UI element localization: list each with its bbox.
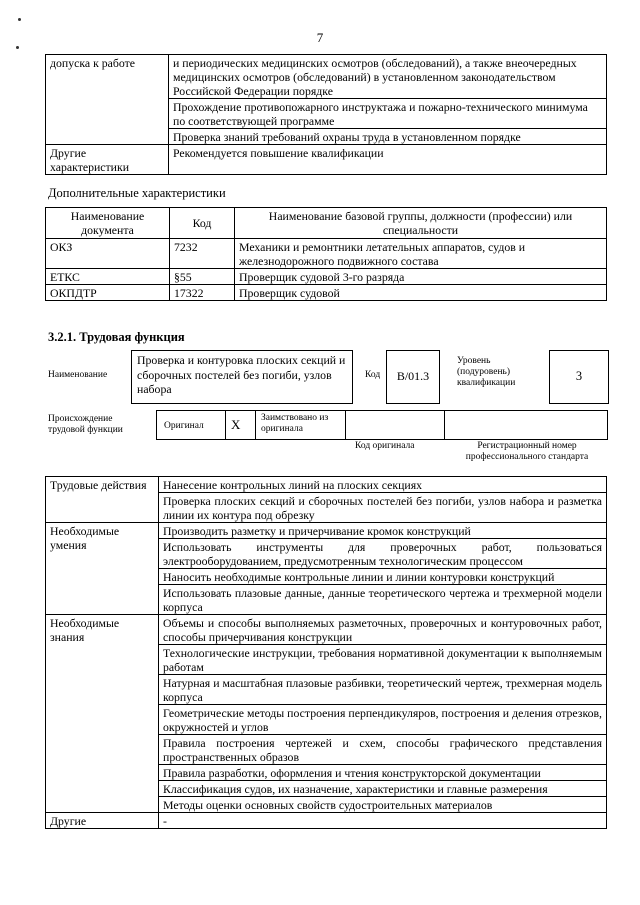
list-item: Натурная и масштабная плазовые разбивки, теоретический чертеж, трехмерная модель корпуса — [159, 675, 607, 705]
list-item: Нанесение контрольных линий на плоских секциях — [159, 477, 607, 493]
list-item: Использовать инструменты для проверочных работ, пользоваться электрооборудованием, предусмотренным технологическим процессом — [159, 539, 607, 569]
admission-table — [45, 54, 607, 175]
knowledge-label: Необходимые знания — [46, 615, 159, 813]
code-original-label: Код оригинала — [355, 441, 415, 451]
cell-doc: ОКПДТР — [46, 285, 170, 301]
other-label: Другие — [46, 813, 159, 829]
level-label: Уровень (подуровень) квалификации — [457, 356, 516, 388]
table-row — [46, 239, 607, 269]
cell-name: Механики и ремонтники летательных аппаратов, судов и железнодорожного подвижного состава — [235, 239, 607, 269]
skills-label: Необходимые умения — [46, 523, 159, 615]
name-value: Проверка и контуровка плоских секций и сборочных постелей без погиби, узлов набора — [137, 353, 346, 396]
original-label: Оригинал — [164, 421, 204, 431]
level-box — [549, 350, 609, 404]
admission-line-1: и периодических медицинских осмотров (обследований), а также внеочередных медицинских осмотров (обследований) в установленном законодательством Российской Федерации порядке — [169, 55, 607, 99]
list-item: Проверка плоских секций и сборочных постелей без погиби, узлов набора и разметка линии их контура под обрезку — [159, 493, 607, 523]
name-box — [131, 350, 353, 404]
code-label: Код — [365, 370, 381, 380]
admission-label: допуска к работе — [46, 55, 169, 145]
other-characteristics-label: Другие характеристики — [46, 145, 169, 175]
list-item: Производить разметку и причерчивание кромок конструкций — [159, 523, 607, 539]
col-document: Наименование документа — [46, 208, 170, 239]
original-mark: X — [231, 417, 241, 432]
reg-number-label: Регистрационный номер профессионального стандарта — [465, 441, 589, 462]
cell-name: Проверщик судовой 3-го разряда — [235, 269, 607, 285]
code-box — [386, 350, 440, 404]
admission-line-3: Проверка знаний требований охраны труда в установленном порядке — [169, 129, 607, 145]
details-table — [45, 476, 607, 829]
list-item: Правила разработки, оформления и чтения конструкторской документации — [159, 765, 607, 781]
additional-table — [45, 207, 607, 301]
actions-label: Трудовые действия — [46, 477, 159, 523]
cell-doc: ЕТКС — [46, 269, 170, 285]
additional-title: Дополнительные характеристики — [48, 186, 226, 200]
cell-code: 17322 — [170, 285, 235, 301]
name-label: Наименование — [48, 370, 108, 380]
table-row — [46, 285, 607, 301]
list-item: Технологические инструкции, требования нормативной документации к выполняемым работам — [159, 645, 607, 675]
origin-label: Происхождение трудовой функции — [48, 414, 123, 435]
list-item: - — [159, 813, 607, 829]
origin-row — [156, 410, 608, 440]
col-code: Код — [170, 208, 235, 239]
list-item: Классификация судов, их назначение, характеристики и главные размерения — [159, 781, 607, 797]
cell-name: Проверщик судовой — [235, 285, 607, 301]
cell-code: §55 — [170, 269, 235, 285]
col-group: Наименование базовой группы, должности (профессии) или специальности — [235, 208, 607, 239]
list-item: Правила построения чертежей и схем, способы графического представления пространственных образов — [159, 735, 607, 765]
list-item: Использовать плазовые данные, данные теоретического чертежа и трехмерной модели корпуса — [159, 585, 607, 615]
list-item: Методы оценки основных свойств судостроительных материалов — [159, 797, 607, 813]
code-value: B/01.3 — [396, 369, 430, 383]
borrowed-label: Заимствовано из оригинала — [261, 413, 329, 434]
page-number: 7 — [316, 30, 324, 45]
cell-code: 7232 — [170, 239, 235, 269]
list-item: Объемы и способы выполняемых разметочных, проверочных и контуровочных работ, способы причерчивания конструкции — [159, 615, 607, 645]
level-value: 3 — [575, 369, 583, 383]
list-item: Геометрические методы построения перпендикуляров, построения и деления отрезков, окружностей и углов — [159, 705, 607, 735]
function-title: 3.2.1. Трудовая функция — [48, 330, 185, 344]
admission-line-2: Прохождение противопожарного инструктажа и пожарно-технического минимума по соответствующей программе — [169, 99, 607, 129]
other-characteristics-value: Рекомендуется повышение квалификации — [169, 145, 607, 175]
list-item: Наносить необходимые контрольные линии и линии контуровки конструкций — [159, 569, 607, 585]
table-row — [46, 269, 607, 285]
cell-doc: ОКЗ — [46, 239, 170, 269]
